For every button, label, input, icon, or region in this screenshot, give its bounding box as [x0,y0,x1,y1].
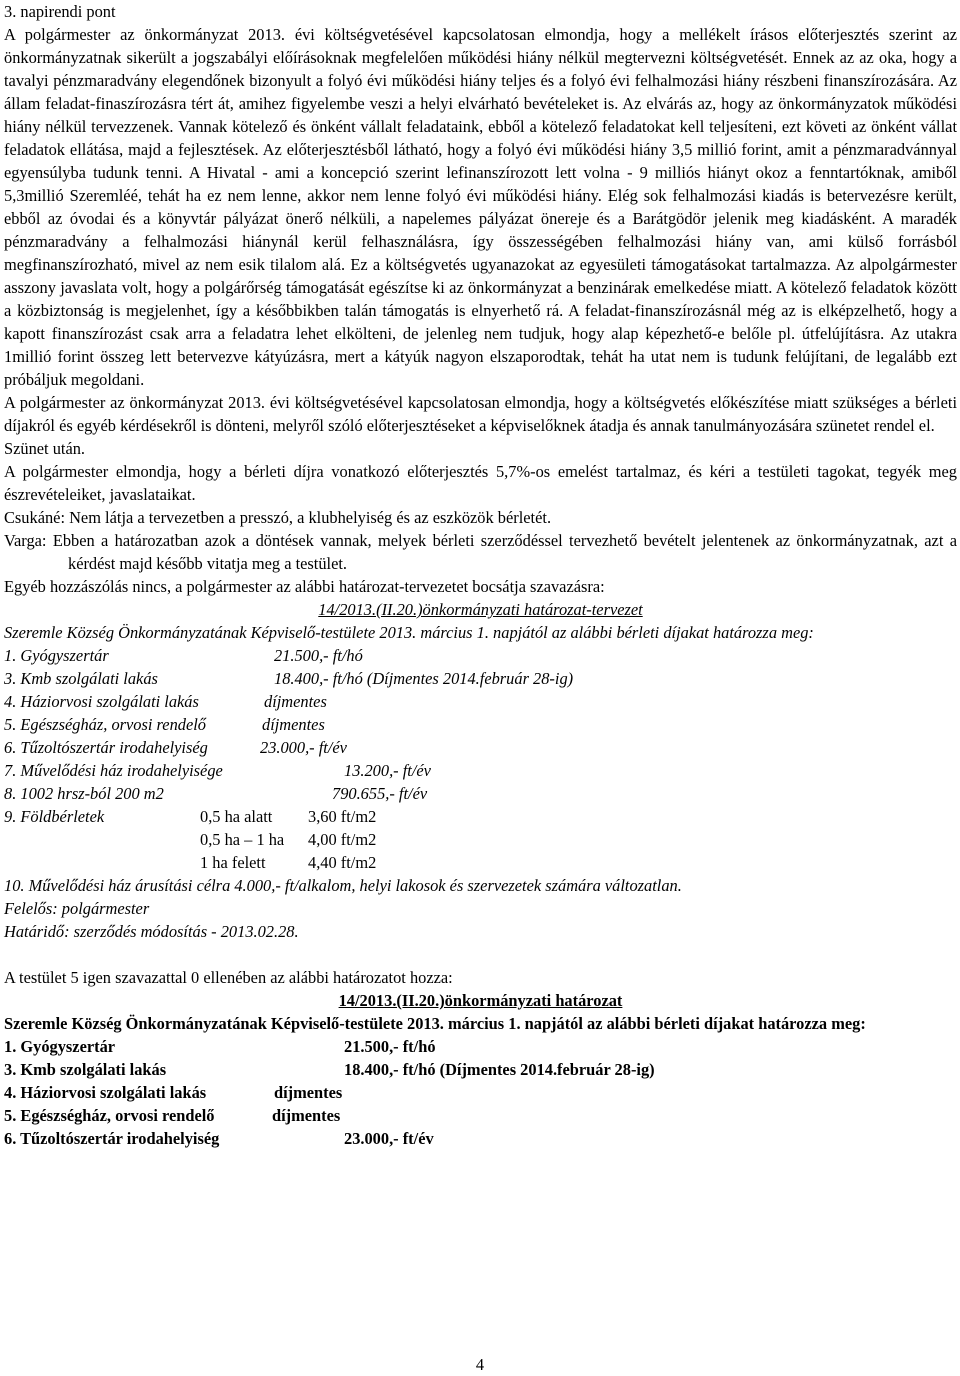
land-rent-row: 0,5 ha – 1 ha 4,00 ft/m2 [200,830,377,849]
list-item: 7. Művelődési ház irodahelyisége 13.200,- ft/év [4,761,431,780]
list-item: 5. Egészségház, orvosi rendelő díjmentes [4,1106,341,1125]
decision-title: 14/2013.(II.20.)önkormányzati határozat [338,991,623,1010]
paragraph-vote-call: Egyéb hozzászólás nincs, a polgármester az alábbi határozat-tervezetet bocsátja szavazásra: [4,577,605,596]
paragraph-varga: Varga: Ebben a határozatban azok a döntések vannak, melyek bérleti szerződéssel tervezhető bevételt jelentenek az önkormányzatnak, azt a kérdést majd később vitatja meg a testület. [4,531,957,573]
blank-line [4,943,957,966]
deadline-line: Határidő: szerződés módosítás - 2013.02.28. [4,922,299,941]
land-rent-row: 1 ha felett 4,40 ft/m2 [200,853,377,872]
paragraph-csukane: Csukáné: Nem látja a tervezetben a presszó, a klubhelyiség és az eszközök bérletét. [4,508,552,527]
list-item: 10. Művelődési ház árusítási célra 4.000,- ft/alkalom, helyi lakosok és szervezetek számára változatlan. [4,876,682,895]
list-item: 5. Egészségház, orvosi rendelő díjmentes [4,715,325,734]
agenda-heading: 3. napirendi pont [4,2,116,21]
responsible-line: Felelős: polgármester [4,899,150,918]
decision-intro: Szeremle Község Önkormányzatának Képviselő-testülete 2013. március 1. napjától az alábbi bérleti díjakat határozza meg: [4,1014,866,1033]
list-item: 1. Gyógyszertár 21.500,- ft/hó [4,646,363,665]
list-item: 8. 1002 hrsz-ból 200 m2 790.655,- ft/év [4,784,428,803]
list-item: 3. Kmb szolgálati lakás 18.400,- ft/hó (Díjmentes 2014.február 28-ig) [4,669,574,688]
list-item: 1. Gyógyszertár 21.500,- ft/hó [4,1037,436,1056]
paragraph-rent-increase: A polgármester elmondja, hogy a bérleti díjra vonatkozó előterjesztés 5,7%-os emelést tartalmaz, és kéri a testületi tagokat, tegyék meg észrevételeiket, javaslataikat. [4,462,957,504]
document-page [4,0,957,1150]
paragraph-break: Szünet után. [4,439,86,458]
draft-intro: Szeremle Község Önkormányzatának Képviselő-testülete 2013. március 1. napjától az alábbi bérleti díjakat határozza meg: [4,623,814,642]
list-item: 3. Kmb szolgálati lakás 18.400,- ft/hó (Díjmentes 2014.február 28-ig) [4,1060,655,1079]
list-item: 6. Tűzoltószertár irodahelyiség 23.000,- ft/év [4,738,347,757]
draft-title: 14/2013.(II.20.)önkormányzati határozat-tervezet [318,600,643,619]
list-item: 6. Tűzoltószertár irodahelyiség 23.000,- ft/év [4,1129,434,1148]
vote-result: A testület 5 igen szavazattal 0 ellenében az alábbi határozatot hozza: [4,968,453,987]
land-rent-row: 9. Földbérletek 0,5 ha alatt 3,60 ft/m2 [4,807,377,826]
paragraph-rent-intro: A polgármester az önkormányzat 2013. évi költségvetésével kapcsolatosan elmondja, hogy a költségvetés előkészítése miatt szükséges a bérleti díjakról és egyéb kérdésekről is dönteni, melyről szóló előterjesztéseket a képviselőknek átadja és annak tanulmányozására szünetet rendel el. [4,393,957,435]
paragraph-budget: A polgármester az önkormányzat 2013. évi költségvetésével kapcsolatosan elmondja, hogy a mellékelt írásos előterjesztés szerint az önkormányzatnak sikerült a jogszabályi előírásoknak megfelelően működési hiány nélkül megtervezni költségvetését. Ennek az az oka, hogy a tavalyi pénzmaradvány elegendőnek bizonyult a folyó évi működési hiány teljes és a folyó évi felhalmozási hiány részbeni finanszírozására. Az állam feladat-finaszírozásra tért át, amihez figyelembe veszi a helyi elvárható bevételeket is. Az elvárás az, hogy az önkormányzatok működési hiány nélkül tervezzenek. Vannak kötelező és önként vállalt feladataink, ebből a kötelező feladatokat kell teljesíteni, ezt követi az önként vállat feladatok ellátása, majd a fejlesztések. Az előterjesztésből látható, hogy a folyó évi működési hiány 3,5 millió forint, amit a pénzmaradvánnyal egyensúlyba tudunk tenni. A Hivatal - ami a koncepció szerint lefinanszírozott lett volna - 9 milliós hiányt okoz a fenntartóknak, amiből 5,3millió Szeremléé, tehát ha ez nem lenne, akkor nem lenne folyó évi működési hiány. Elég sok felhalmozási kiadás is betervezésre került, ebből az óvodai és a könyvtár pályázat önerő nélküli, a napelemes pályázat önereje és a Barátgödör jelenik meg kiadásként. A maradék pénzmaradvány a felhalmozási hiánynál kerül felhasználásra, így összességében felhalmozási hiány van, ami külső forrásból megfinanszírozható, mivel az nem esik tilalom alá. Ez a költségvetés ugyanazokat az egyesületi támogatásokat tartalmazza. Az alpolgármester asszony javaslata volt, hogy a polgárőrség támogatását egészítse ki az önkormányzat a benzinárak emelkedése miatt. A kötelező feladatok között a közbiztonság is megjelenhet, így a későbbikben talán támogatás is elnyerhető rá. A feladat-finanszírozásnál még az is elképzelhető, hogy a kapott finanszírozást csak arra a feladatra lehet elkölteni, de jelenleg nem tudjuk, hogy alap képezhető-e belőle pl. útfelújításra. Az utakra 1millió forint összeg lett betervezve kátyúzásra, mert a kátyúk nagyon elszaporodtak, tehát ha utat nem is tudunk felújítani, de legalább ezt próbáljuk megoldani. [4,25,957,389]
list-item: 4. Háziorvosi szolgálati lakás díjmentes [4,692,327,711]
draft-items [4,644,957,943]
decision-items [4,1035,957,1150]
list-item: 4. Háziorvosi szolgálati lakás díjmentes [4,1083,343,1102]
page-number: 4 [475,1355,485,1374]
